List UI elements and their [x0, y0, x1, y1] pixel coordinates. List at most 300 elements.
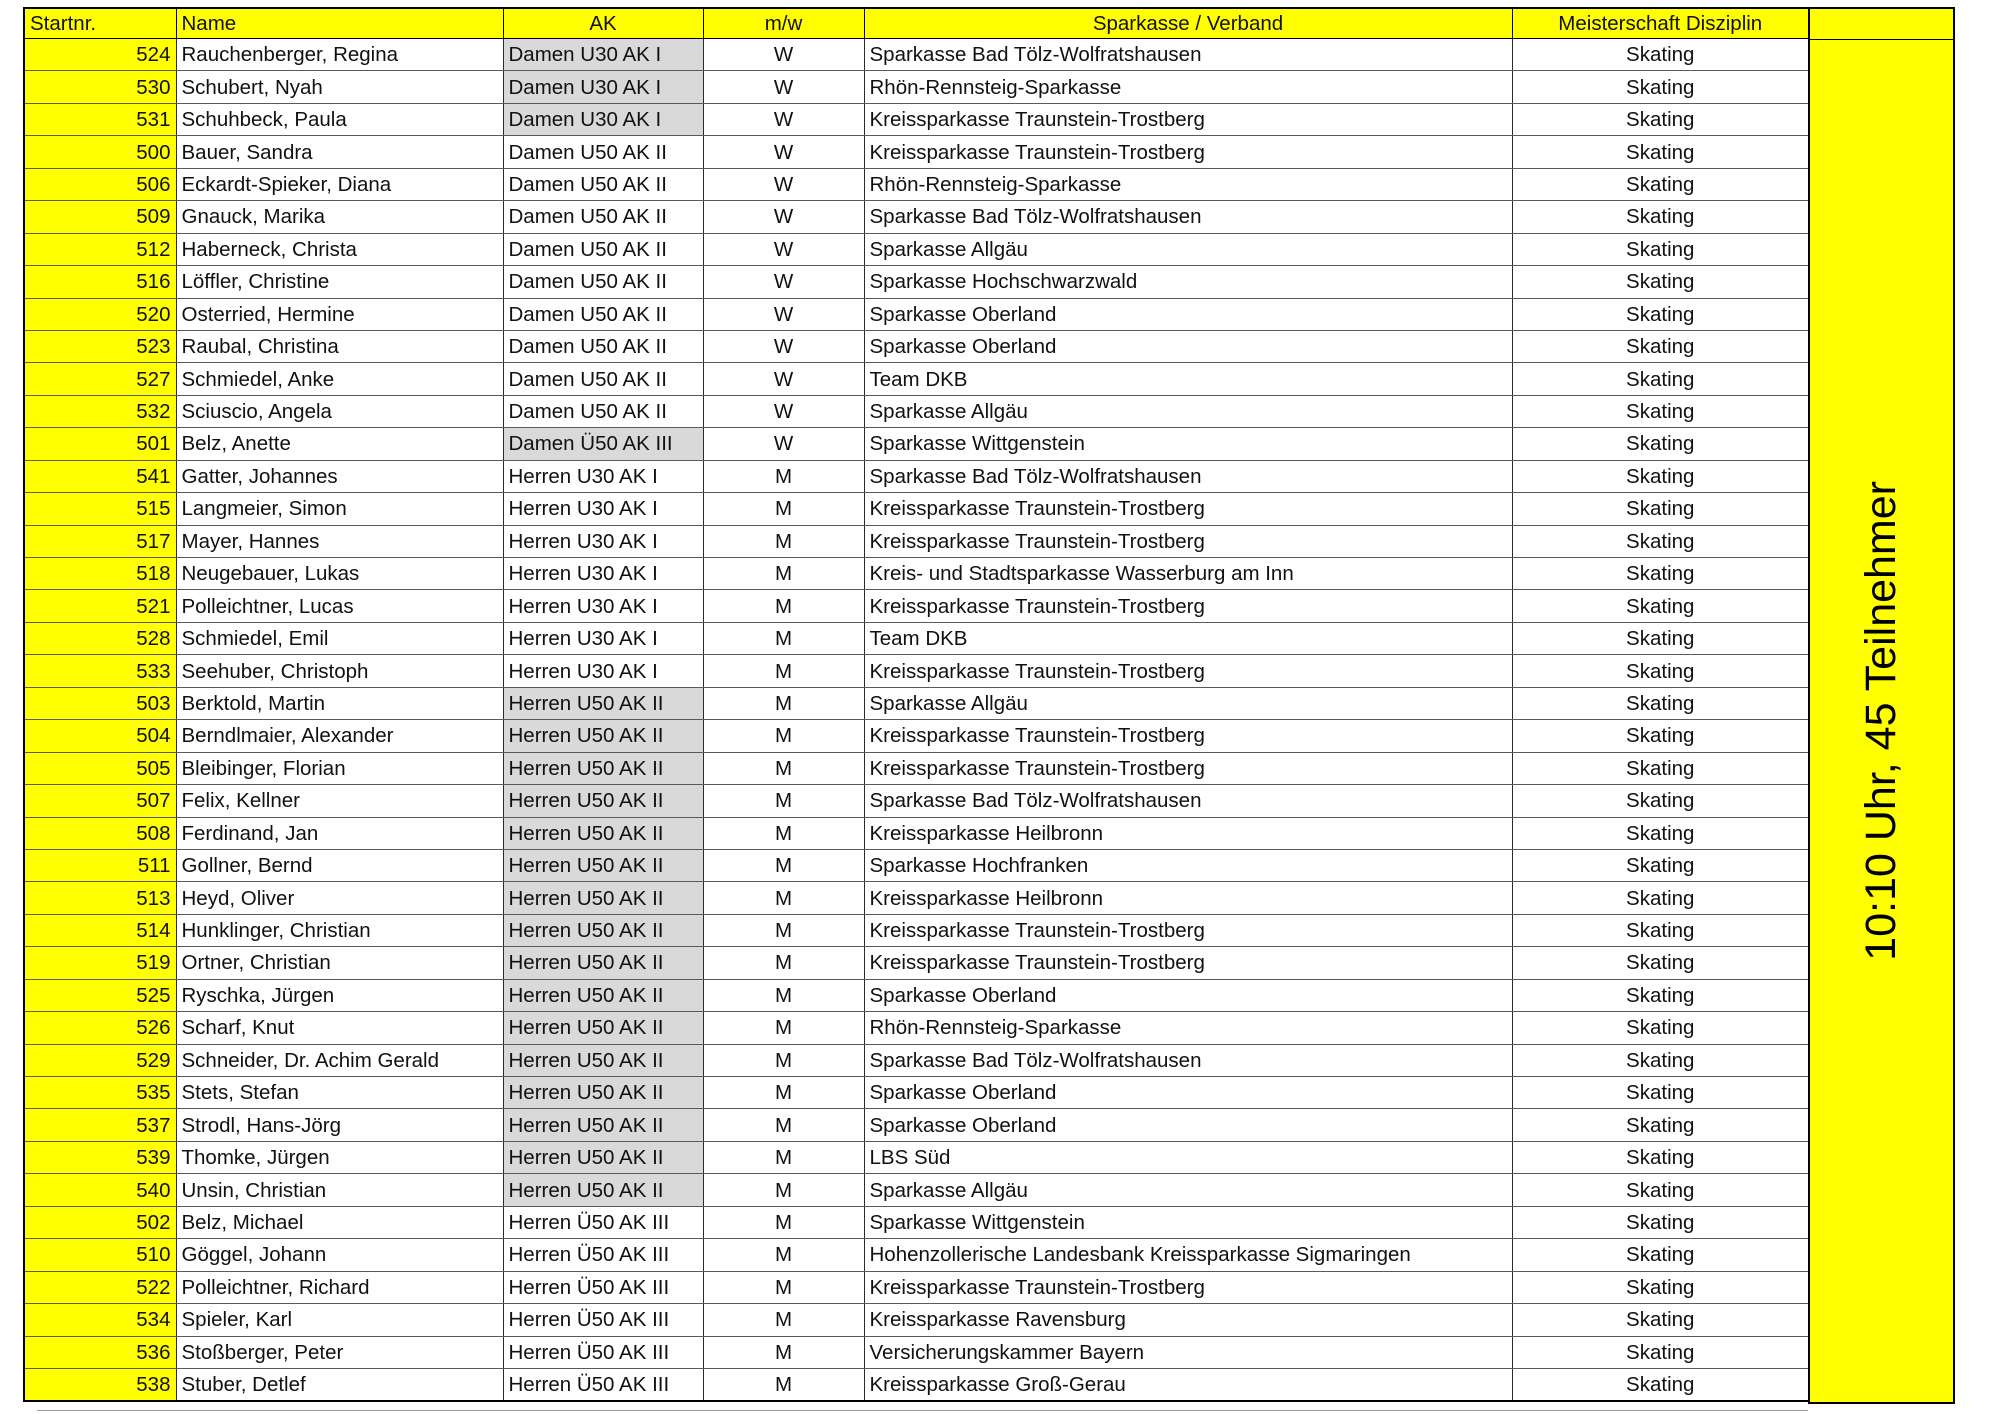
table-row: [24, 39, 1809, 71]
ak-cell: Herren U50 AK II: [503, 687, 703, 719]
startnr-cell: 540: [24, 1174, 176, 1206]
verband-cell: Kreissparkasse Traunstein-Trostberg: [864, 136, 1512, 168]
name-cell: Schuhbeck, Paula: [176, 103, 503, 135]
disziplin-cell: Skating: [1512, 752, 1809, 784]
ak-cell: Herren U30 AK I: [503, 558, 703, 590]
table-row: [24, 395, 1809, 427]
name-cell: Schneider, Dr. Achim Gerald: [176, 1044, 503, 1076]
verband-cell: Sparkasse Allgäu: [864, 233, 1512, 265]
mw-cell: M: [703, 849, 864, 881]
disziplin-cell: Skating: [1512, 1174, 1809, 1206]
ak-cell: Herren Ü50 AK III: [503, 1239, 703, 1271]
disziplin-cell: Skating: [1512, 947, 1809, 979]
ak-cell: Damen Ü50 AK III: [503, 428, 703, 460]
table-row: [24, 947, 1809, 979]
startnr-cell: 509: [24, 201, 176, 233]
disziplin-cell: Skating: [1512, 979, 1809, 1011]
mw-cell: M: [703, 590, 864, 622]
table-row: [24, 330, 1809, 362]
verband-cell: Sparkasse Wittgenstein: [864, 428, 1512, 460]
disziplin-cell: Skating: [1512, 330, 1809, 362]
verband-cell: Kreissparkasse Traunstein-Trostberg: [864, 655, 1512, 687]
verband-cell: Rhön-Rennsteig-Sparkasse: [864, 168, 1512, 200]
mw-cell: M: [703, 1109, 864, 1141]
mw-cell: W: [703, 266, 864, 298]
verband-cell: Sparkasse Bad Tölz-Wolfratshausen: [864, 785, 1512, 817]
name-cell: Polleichtner, Richard: [176, 1271, 503, 1303]
name-cell: Neugebauer, Lukas: [176, 558, 503, 590]
mw-cell: W: [703, 39, 864, 71]
startnr-cell: 514: [24, 914, 176, 946]
startnr-cell: 513: [24, 882, 176, 914]
table-row: [24, 71, 1809, 103]
table-row: [24, 979, 1809, 1011]
mw-cell: M: [703, 655, 864, 687]
name-cell: Belz, Anette: [176, 428, 503, 460]
mw-cell: M: [703, 752, 864, 784]
band-merged-cell: [1808, 40, 1955, 1404]
name-cell: Osterried, Hermine: [176, 298, 503, 330]
disziplin-cell: Skating: [1512, 1206, 1809, 1238]
mw-cell: M: [703, 1336, 864, 1368]
startnr-cell: 504: [24, 720, 176, 752]
disziplin-cell: Skating: [1512, 363, 1809, 395]
ak-cell: Damen U50 AK II: [503, 233, 703, 265]
mw-cell: M: [703, 817, 864, 849]
startnr-cell: 503: [24, 687, 176, 719]
disziplin-cell: Skating: [1512, 525, 1809, 557]
ak-cell: Damen U50 AK II: [503, 266, 703, 298]
name-cell: Langmeier, Simon: [176, 493, 503, 525]
table-row: [24, 1077, 1809, 1109]
mw-cell: W: [703, 330, 864, 362]
name-cell: Gnauck, Marika: [176, 201, 503, 233]
verband-cell: Sparkasse Oberland: [864, 330, 1512, 362]
startnr-cell: 501: [24, 428, 176, 460]
verband-cell: Sparkasse Allgäu: [864, 687, 1512, 719]
name-cell: Löffler, Christine: [176, 266, 503, 298]
disziplin-cell: Skating: [1512, 1304, 1809, 1336]
startnr-cell: 516: [24, 266, 176, 298]
startnr-cell: 518: [24, 558, 176, 590]
verband-cell: Sparkasse Bad Tölz-Wolfratshausen: [864, 1044, 1512, 1076]
table-row: [24, 785, 1809, 817]
mw-cell: W: [703, 233, 864, 265]
startnr-cell: 520: [24, 298, 176, 330]
table-row: [24, 1368, 1809, 1401]
start-list-sheet: [23, 7, 1955, 1414]
verband-cell: Hohenzollerische Landesbank Kreissparkasse Sigmaringen: [864, 1239, 1512, 1271]
table-row: [24, 655, 1809, 687]
ak-cell: Herren U30 AK I: [503, 460, 703, 492]
ak-cell: Damen U50 AK II: [503, 201, 703, 233]
startnr-cell: 541: [24, 460, 176, 492]
name-cell: Bleibinger, Florian: [176, 752, 503, 784]
ak-cell: Herren U50 AK II: [503, 979, 703, 1011]
ak-cell: Herren Ü50 AK III: [503, 1304, 703, 1336]
name-cell: Stoßberger, Peter: [176, 1336, 503, 1368]
ak-cell: Herren U50 AK II: [503, 1012, 703, 1044]
mw-cell: M: [703, 720, 864, 752]
verband-cell: Rhön-Rennsteig-Sparkasse: [864, 1012, 1512, 1044]
table-row: [24, 1044, 1809, 1076]
startnr-cell: 500: [24, 136, 176, 168]
mw-cell: W: [703, 168, 864, 200]
table-row: [24, 266, 1809, 298]
name-cell: Thomke, Jürgen: [176, 1141, 503, 1173]
start-list-table: [23, 7, 1810, 1402]
startnr-cell: 508: [24, 817, 176, 849]
startnr-cell: 534: [24, 1304, 176, 1336]
table-row: [24, 1174, 1809, 1206]
name-cell: Strodl, Hans-Jörg: [176, 1109, 503, 1141]
mw-cell: M: [703, 525, 864, 557]
name-cell: Seehuber, Christoph: [176, 655, 503, 687]
disziplin-cell: Skating: [1512, 1141, 1809, 1173]
disziplin-cell: Skating: [1512, 590, 1809, 622]
table-row: [24, 136, 1809, 168]
ak-cell: Herren U30 AK I: [503, 655, 703, 687]
ak-cell: Herren Ü50 AK III: [503, 1336, 703, 1368]
ak-cell: Damen U50 AK II: [503, 395, 703, 427]
name-cell: Rauchenberger, Regina: [176, 39, 503, 71]
ak-cell: Herren U50 AK II: [503, 947, 703, 979]
table-row: [24, 720, 1809, 752]
table-row: [24, 687, 1809, 719]
verband-cell: Kreissparkasse Traunstein-Trostberg: [864, 590, 1512, 622]
mw-cell: M: [703, 1044, 864, 1076]
verband-cell: Sparkasse Oberland: [864, 979, 1512, 1011]
verband-cell: Kreissparkasse Groß-Gerau: [864, 1368, 1512, 1401]
mw-cell: M: [703, 460, 864, 492]
verband-cell: Kreissparkasse Traunstein-Trostberg: [864, 1271, 1512, 1303]
mw-cell: M: [703, 1239, 864, 1271]
disziplin-cell: Skating: [1512, 622, 1809, 654]
startnr-cell: 526: [24, 1012, 176, 1044]
mw-cell: W: [703, 395, 864, 427]
disziplin-cell: Skating: [1512, 298, 1809, 330]
ak-cell: Herren Ü50 AK III: [503, 1206, 703, 1238]
disziplin-cell: Skating: [1512, 687, 1809, 719]
verband-cell: Kreissparkasse Traunstein-Trostberg: [864, 752, 1512, 784]
ak-cell: Herren U30 AK I: [503, 622, 703, 654]
table-row: [24, 201, 1809, 233]
name-cell: Stuber, Detlef: [176, 1368, 503, 1401]
ak-cell: Herren Ü50 AK III: [503, 1368, 703, 1401]
disziplin-cell: Skating: [1512, 201, 1809, 233]
mw-cell: M: [703, 914, 864, 946]
disziplin-cell: Skating: [1512, 1336, 1809, 1368]
disziplin-cell: Skating: [1512, 103, 1809, 135]
name-cell: Ryschka, Jürgen: [176, 979, 503, 1011]
table-row: [24, 1109, 1809, 1141]
table-row: [24, 590, 1809, 622]
name-cell: Berndlmaier, Alexander: [176, 720, 503, 752]
name-cell: Bauer, Sandra: [176, 136, 503, 168]
verband-cell: Kreissparkasse Traunstein-Trostberg: [864, 720, 1512, 752]
startnr-cell: 529: [24, 1044, 176, 1076]
name-cell: Ferdinand, Jan: [176, 817, 503, 849]
startnr-cell: 538: [24, 1368, 176, 1401]
disziplin-cell: Skating: [1512, 233, 1809, 265]
ak-cell: Herren U30 AK I: [503, 590, 703, 622]
mw-cell: M: [703, 1012, 864, 1044]
table-row: [24, 817, 1809, 849]
verband-cell: Sparkasse Hochfranken: [864, 849, 1512, 881]
verband-cell: Sparkasse Oberland: [864, 1077, 1512, 1109]
startnr-cell: 507: [24, 785, 176, 817]
column-header-ak: AK: [503, 8, 703, 39]
table-row: [24, 428, 1809, 460]
table-row: [24, 298, 1809, 330]
name-cell: Felix, Kellner: [176, 785, 503, 817]
name-cell: Belz, Michael: [176, 1206, 503, 1238]
verband-cell: Sparkasse Bad Tölz-Wolfratshausen: [864, 39, 1512, 71]
disziplin-cell: Skating: [1512, 882, 1809, 914]
mw-cell: M: [703, 785, 864, 817]
table-row: [24, 493, 1809, 525]
name-cell: Gollner, Bernd: [176, 849, 503, 881]
table-row: [24, 558, 1809, 590]
table-row: [24, 914, 1809, 946]
verband-cell: Kreissparkasse Ravensburg: [864, 1304, 1512, 1336]
mw-cell: W: [703, 103, 864, 135]
startnr-cell: 519: [24, 947, 176, 979]
verband-cell: Sparkasse Wittgenstein: [864, 1206, 1512, 1238]
name-cell: Hunklinger, Christian: [176, 914, 503, 946]
verband-cell: Sparkasse Allgäu: [864, 1174, 1512, 1206]
ak-cell: Damen U50 AK II: [503, 330, 703, 362]
startnr-cell: 535: [24, 1077, 176, 1109]
disziplin-cell: Skating: [1512, 785, 1809, 817]
verband-cell: Team DKB: [864, 622, 1512, 654]
disziplin-cell: Skating: [1512, 817, 1809, 849]
disziplin-cell: Skating: [1512, 395, 1809, 427]
mw-cell: M: [703, 882, 864, 914]
startnr-cell: 510: [24, 1239, 176, 1271]
startnr-cell: 524: [24, 39, 176, 71]
mw-cell: W: [703, 71, 864, 103]
mw-cell: M: [703, 1077, 864, 1109]
disziplin-cell: Skating: [1512, 720, 1809, 752]
ak-cell: Damen U30 AK I: [503, 71, 703, 103]
table-row: [24, 103, 1809, 135]
table-row: [24, 1012, 1809, 1044]
disziplin-cell: Skating: [1512, 39, 1809, 71]
table-row: [24, 1206, 1809, 1238]
table-row: [24, 168, 1809, 200]
verband-cell: Sparkasse Oberland: [864, 1109, 1512, 1141]
column-header-mw: m/w: [703, 8, 864, 39]
name-cell: Heyd, Oliver: [176, 882, 503, 914]
startnr-cell: 521: [24, 590, 176, 622]
startnr-cell: 531: [24, 103, 176, 135]
table-row: [24, 1336, 1809, 1368]
verband-cell: Team DKB: [864, 363, 1512, 395]
table-row: [24, 363, 1809, 395]
ak-cell: Damen U30 AK I: [503, 103, 703, 135]
ak-cell: Herren U50 AK II: [503, 1174, 703, 1206]
mw-cell: M: [703, 558, 864, 590]
band-label: 10:10 Uhr, 45 Teilnehmer: [1857, 481, 1905, 961]
ak-cell: Herren Ü50 AK III: [503, 1271, 703, 1303]
startnr-cell: 515: [24, 493, 176, 525]
mw-cell: W: [703, 298, 864, 330]
mw-cell: M: [703, 622, 864, 654]
mw-cell: W: [703, 428, 864, 460]
name-cell: Göggel, Johann: [176, 1239, 503, 1271]
ak-cell: Herren U50 AK II: [503, 752, 703, 784]
table-row: [24, 1239, 1809, 1271]
disziplin-cell: Skating: [1512, 655, 1809, 687]
name-cell: Scharf, Knut: [176, 1012, 503, 1044]
disziplin-cell: Skating: [1512, 1077, 1809, 1109]
table-row: [24, 525, 1809, 557]
ak-cell: Damen U50 AK II: [503, 363, 703, 395]
startnr-cell: 511: [24, 849, 176, 881]
verband-cell: Sparkasse Allgäu: [864, 395, 1512, 427]
verband-cell: Kreissparkasse Traunstein-Trostberg: [864, 525, 1512, 557]
table-row: [24, 1271, 1809, 1303]
mw-cell: M: [703, 1368, 864, 1401]
ak-cell: Herren U50 AK II: [503, 1141, 703, 1173]
column-header-verband: Sparkasse / Verband: [864, 8, 1512, 39]
name-cell: Berktold, Martin: [176, 687, 503, 719]
verband-cell: Kreissparkasse Heilbronn: [864, 817, 1512, 849]
name-cell: Polleichtner, Lucas: [176, 590, 503, 622]
mw-cell: M: [703, 1174, 864, 1206]
verband-cell: Versicherungskammer Bayern: [864, 1336, 1512, 1368]
name-cell: Schubert, Nyah: [176, 71, 503, 103]
verband-cell: Sparkasse Oberland: [864, 298, 1512, 330]
disziplin-cell: Skating: [1512, 493, 1809, 525]
ak-cell: Herren U50 AK II: [503, 1109, 703, 1141]
ak-cell: Herren U30 AK I: [503, 525, 703, 557]
mw-cell: M: [703, 493, 864, 525]
mw-cell: M: [703, 947, 864, 979]
startnr-cell: 532: [24, 395, 176, 427]
startnr-cell: 530: [24, 71, 176, 103]
disziplin-cell: Skating: [1512, 558, 1809, 590]
disziplin-cell: Skating: [1512, 1239, 1809, 1271]
ak-cell: Damen U50 AK II: [503, 136, 703, 168]
band-header-cell: [1808, 7, 1955, 40]
ak-cell: Damen U30 AK I: [503, 39, 703, 71]
ak-cell: Herren U50 AK II: [503, 1077, 703, 1109]
disziplin-cell: Skating: [1512, 914, 1809, 946]
name-cell: Mayer, Hannes: [176, 525, 503, 557]
name-cell: Unsin, Christian: [176, 1174, 503, 1206]
verband-cell: LBS Süd: [864, 1141, 1512, 1173]
ak-cell: Damen U50 AK II: [503, 168, 703, 200]
name-cell: Schmiedel, Emil: [176, 622, 503, 654]
verband-cell: Kreissparkasse Traunstein-Trostberg: [864, 947, 1512, 979]
column-header-name: Name: [176, 8, 503, 39]
startnr-cell: 536: [24, 1336, 176, 1368]
verband-cell: Sparkasse Bad Tölz-Wolfratshausen: [864, 460, 1512, 492]
name-cell: Sciuscio, Angela: [176, 395, 503, 427]
verband-cell: Sparkasse Bad Tölz-Wolfratshausen: [864, 201, 1512, 233]
verband-cell: Kreissparkasse Traunstein-Trostberg: [864, 493, 1512, 525]
mw-cell: W: [703, 201, 864, 233]
mw-cell: M: [703, 979, 864, 1011]
mw-cell: M: [703, 1304, 864, 1336]
disziplin-cell: Skating: [1512, 1271, 1809, 1303]
startnr-cell: 539: [24, 1141, 176, 1173]
disziplin-cell: Skating: [1512, 266, 1809, 298]
verband-cell: Kreissparkasse Heilbronn: [864, 882, 1512, 914]
ak-cell: Herren U30 AK I: [503, 493, 703, 525]
startnr-cell: 533: [24, 655, 176, 687]
mw-cell: M: [703, 1271, 864, 1303]
startnr-cell: 527: [24, 363, 176, 395]
table-row: [24, 1304, 1809, 1336]
mw-cell: M: [703, 1206, 864, 1238]
ak-cell: Herren U50 AK II: [503, 720, 703, 752]
ak-cell: Herren U50 AK II: [503, 882, 703, 914]
name-cell: Schmiedel, Anke: [176, 363, 503, 395]
name-cell: Ortner, Christian: [176, 947, 503, 979]
disziplin-cell: Skating: [1512, 428, 1809, 460]
mw-cell: W: [703, 363, 864, 395]
disziplin-cell: Skating: [1512, 1044, 1809, 1076]
name-cell: Eckardt-Spieker, Diana: [176, 168, 503, 200]
name-cell: Gatter, Johannes: [176, 460, 503, 492]
disziplin-cell: Skating: [1512, 460, 1809, 492]
time-participants-band: [1808, 7, 1955, 1404]
verband-cell: Kreis- und Stadtsparkasse Wasserburg am Inn: [864, 558, 1512, 590]
table-row: [24, 752, 1809, 784]
table-row: [24, 622, 1809, 654]
ak-cell: Herren U50 AK II: [503, 914, 703, 946]
column-header-disziplin: Meisterschaft Disziplin: [1512, 8, 1809, 39]
mw-cell: M: [703, 687, 864, 719]
name-cell: Raubal, Christina: [176, 330, 503, 362]
startnr-cell: 537: [24, 1109, 176, 1141]
next-row-top-edge: [37, 1410, 1808, 1411]
startnr-cell: 517: [24, 525, 176, 557]
disziplin-cell: Skating: [1512, 1368, 1809, 1401]
table-body: [24, 39, 1809, 1402]
startnr-cell: 528: [24, 622, 176, 654]
disziplin-cell: Skating: [1512, 1109, 1809, 1141]
ak-cell: Damen U50 AK II: [503, 298, 703, 330]
ak-cell: Herren U50 AK II: [503, 1044, 703, 1076]
startnr-cell: 502: [24, 1206, 176, 1238]
disziplin-cell: Skating: [1512, 849, 1809, 881]
name-cell: Spieler, Karl: [176, 1304, 503, 1336]
startnr-cell: 505: [24, 752, 176, 784]
name-cell: Stets, Stefan: [176, 1077, 503, 1109]
ak-cell: Herren U50 AK II: [503, 849, 703, 881]
name-cell: Haberneck, Christa: [176, 233, 503, 265]
disziplin-cell: Skating: [1512, 1012, 1809, 1044]
verband-cell: Rhön-Rennsteig-Sparkasse: [864, 71, 1512, 103]
startnr-cell: 523: [24, 330, 176, 362]
verband-cell: Kreissparkasse Traunstein-Trostberg: [864, 103, 1512, 135]
ak-cell: Herren U50 AK II: [503, 817, 703, 849]
disziplin-cell: Skating: [1512, 168, 1809, 200]
table-row: [24, 460, 1809, 492]
verband-cell: Sparkasse Hochschwarzwald: [864, 266, 1512, 298]
startnr-cell: 525: [24, 979, 176, 1011]
table-row: [24, 1141, 1809, 1173]
column-header-startnr: Startnr.: [24, 8, 176, 39]
disziplin-cell: Skating: [1512, 136, 1809, 168]
table-row: [24, 849, 1809, 881]
startnr-cell: 506: [24, 168, 176, 200]
mw-cell: M: [703, 1141, 864, 1173]
